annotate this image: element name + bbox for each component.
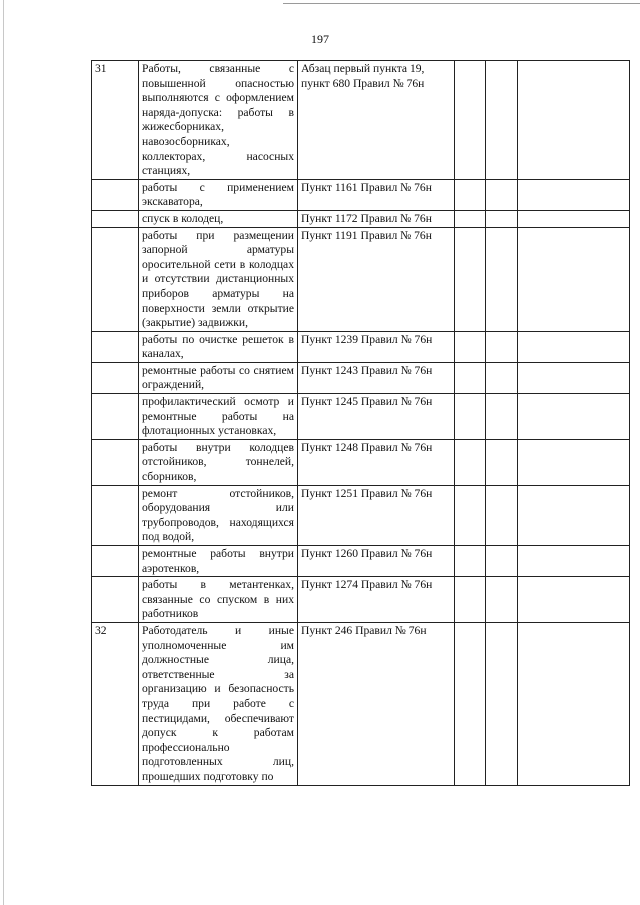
empty-cell xyxy=(486,362,518,393)
regulation-reference-cell: Пункт 1260 Правил № 76н xyxy=(298,546,455,577)
empty-cell xyxy=(455,227,486,331)
table-row xyxy=(92,179,630,210)
row-number-cell xyxy=(92,331,139,362)
empty-cell xyxy=(486,179,518,210)
table-row xyxy=(92,210,630,227)
empty-cell xyxy=(518,577,630,623)
row-number-cell xyxy=(92,439,139,485)
empty-cell xyxy=(486,546,518,577)
table-row xyxy=(92,362,630,393)
empty-cell xyxy=(455,179,486,210)
table-row xyxy=(92,577,630,623)
regulation-reference-cell: Пункт 1243 Правил № 76н xyxy=(298,362,455,393)
empty-cell xyxy=(455,61,486,180)
requirements-table xyxy=(91,60,630,786)
table-row xyxy=(92,61,630,180)
row-number-cell xyxy=(92,485,139,545)
empty-cell xyxy=(486,61,518,180)
requirement-text-cell: Работодатель и иные уполномоченные им должностные лица, ответственные за организацию и безопасность труда при работе с пестицидами, обеспечивают допуск к работам профессионально подготовленных лиц, прошедших подготовку по xyxy=(139,622,298,785)
empty-cell xyxy=(518,394,630,440)
requirement-text-cell: работы в метантенках, связанные со спуском в них работников xyxy=(139,577,298,623)
regulation-reference-cell: Пункт 1239 Правил № 76н xyxy=(298,331,455,362)
empty-cell xyxy=(455,577,486,623)
empty-cell xyxy=(486,210,518,227)
empty-cell xyxy=(455,485,486,545)
empty-cell xyxy=(486,331,518,362)
row-number-cell: 32 xyxy=(92,622,139,785)
scan-edge-line xyxy=(3,0,4,905)
empty-cell xyxy=(455,394,486,440)
regulation-reference-cell: Пункт 1191 Правил № 76н xyxy=(298,227,455,331)
row-number-cell xyxy=(92,577,139,623)
row-number-cell: 31 xyxy=(92,61,139,180)
requirement-text-cell: ремонтные работы со снятием ограждений, xyxy=(139,362,298,393)
empty-cell xyxy=(518,439,630,485)
requirement-text-cell: работы по очистке решеток в каналах, xyxy=(139,331,298,362)
empty-cell xyxy=(455,210,486,227)
requirement-text-cell: работы с применением экскаватора, xyxy=(139,179,298,210)
requirement-text-cell: профилактический осмотр и ремонтные работы на флотационных установках, xyxy=(139,394,298,440)
requirement-text-cell: работы внутри колодцев отстойников, тоннелей, сборников, xyxy=(139,439,298,485)
table-row xyxy=(92,331,630,362)
table-row xyxy=(92,485,630,545)
top-rule xyxy=(283,3,640,4)
table-row xyxy=(92,439,630,485)
empty-cell xyxy=(518,210,630,227)
row-number-cell xyxy=(92,227,139,331)
table-row xyxy=(92,394,630,440)
regulation-reference-cell: Пункт 1161 Правил № 76н xyxy=(298,179,455,210)
empty-cell xyxy=(486,485,518,545)
empty-cell xyxy=(455,546,486,577)
empty-cell xyxy=(486,622,518,785)
requirement-text-cell: работы при размещении запорной арматуры оросительной сети в колодцах и отсутствии дистанционных приборов арматуры на поверхности земли открытие (закрытие) задвижки, xyxy=(139,227,298,331)
table-row xyxy=(92,622,630,785)
row-number-cell xyxy=(92,546,139,577)
empty-cell xyxy=(518,546,630,577)
empty-cell xyxy=(455,362,486,393)
regulation-reference-cell: Пункт 1274 Правил № 76н xyxy=(298,577,455,623)
empty-cell xyxy=(518,179,630,210)
row-number-cell xyxy=(92,362,139,393)
row-number-cell xyxy=(92,179,139,210)
regulation-reference-cell: Пункт 1251 Правил № 76н xyxy=(298,485,455,545)
empty-cell xyxy=(486,227,518,331)
empty-cell xyxy=(518,622,630,785)
empty-cell xyxy=(518,61,630,180)
regulation-reference-cell: Пункт 1172 Правил № 76н xyxy=(298,210,455,227)
regulation-reference-cell: Пункт 246 Правил № 76н xyxy=(298,622,455,785)
requirement-text-cell: ремонтные работы внутри аэротенков, xyxy=(139,546,298,577)
table-row xyxy=(92,227,630,331)
regulation-reference-cell: Пункт 1248 Правил № 76н xyxy=(298,439,455,485)
empty-cell xyxy=(455,622,486,785)
page-number: 197 xyxy=(311,32,329,46)
empty-cell xyxy=(518,485,630,545)
empty-cell xyxy=(455,439,486,485)
empty-cell xyxy=(518,331,630,362)
empty-cell xyxy=(486,394,518,440)
regulation-reference-cell: Абзац первый пункта 19, пункт 680 Правил № 76н xyxy=(298,61,455,180)
empty-cell xyxy=(486,439,518,485)
requirement-text-cell: ремонт отстойников, оборудования или трубопроводов, находящихся под водой, xyxy=(139,485,298,545)
requirement-text-cell: Работы, связанные с повышенной опасностью выполняются с оформлением наряда-допуска: работы в жижесборниках, навозосборниках, коллекторах, насосных станциях, xyxy=(139,61,298,180)
empty-cell xyxy=(518,227,630,331)
empty-cell xyxy=(455,331,486,362)
empty-cell xyxy=(486,577,518,623)
row-number-cell xyxy=(92,394,139,440)
requirement-text-cell: спуск в колодец, xyxy=(139,210,298,227)
row-number-cell xyxy=(92,210,139,227)
table-body xyxy=(92,61,630,786)
regulation-reference-cell: Пункт 1245 Правил № 76н xyxy=(298,394,455,440)
empty-cell xyxy=(518,362,630,393)
table-row xyxy=(92,546,630,577)
